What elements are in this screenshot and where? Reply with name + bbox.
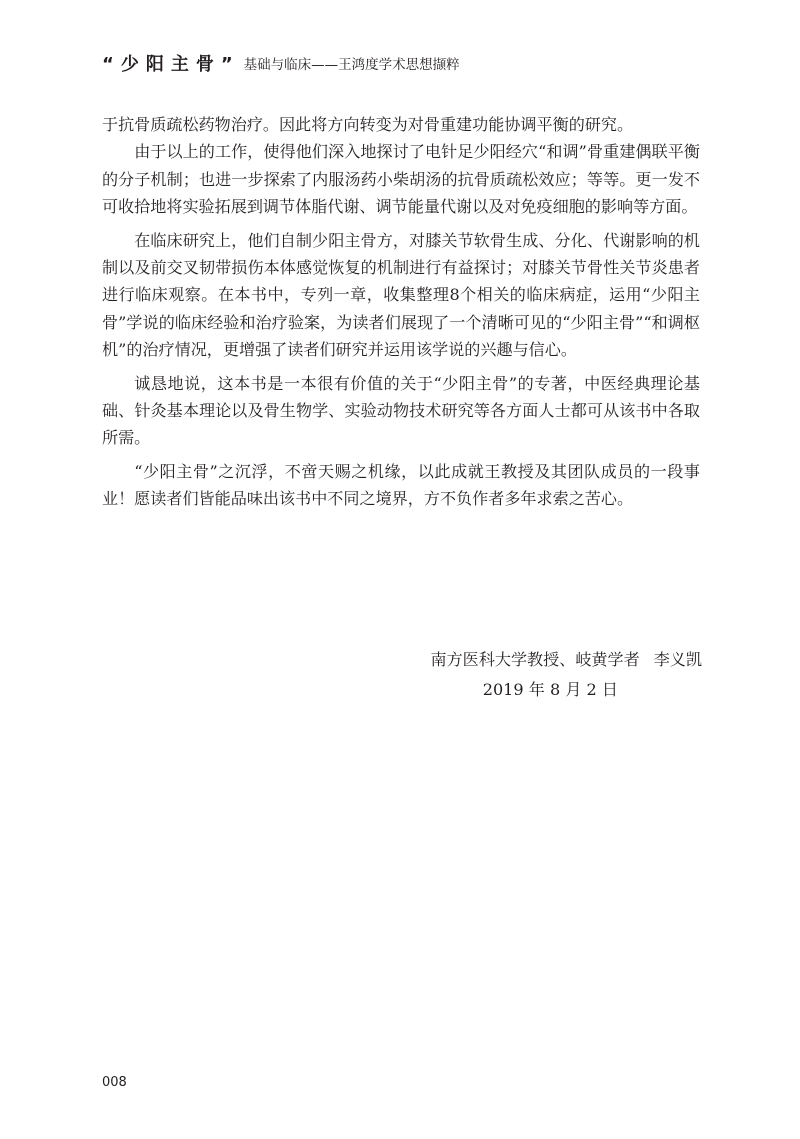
paragraph-continued: 于抗骨质疏松药物治疗。因此将方向转变为对骨重建功能协调平衡的研究。	[102, 115, 634, 134]
book-subtitle: 基础与临床——王鸿度学术思想撷粹	[243, 57, 460, 73]
author-affiliation: 南方医科大学教授、岐黄学者	[430, 650, 640, 669]
author-name: 李义凯	[653, 650, 702, 669]
signature-block	[431, 645, 703, 705]
paragraph: 在临床研究上，他们自制少阳主骨方，对膝关节软骨生成、分化、代谢影响的机制以及前交叉韧带损伤本体感觉恢复的机制进行有益探讨；对膝关节骨性关节炎患者进行临床观察。在本书中，专列一章，收集整理8个相关的临床病症，运用“少阳主骨”学说的临床经验和治疗验案，为读者们展现了一个清晰可见的“少阳主骨”“和调枢机”的治疗情况，更增强了读者们研究并运用该学说的兴趣与信心。	[102, 230, 700, 360]
signature-line	[431, 645, 703, 675]
paragraph: 由于以上的工作，使得他们深入地探讨了电针足少阳经穴“和调”骨重建偶联平衡的分子机制；也进一步探索了内服汤药小柴胡汤的抗骨质疏松效应；等等。更一发不可收拾地将实验拓展到调节体脂代谢、调节能量代谢以及对免疫细胞的影响等方面。	[102, 142, 700, 217]
running-header	[102, 50, 460, 80]
main-text	[102, 111, 700, 513]
book-title: “少阳主骨”	[102, 54, 240, 75]
signature-date: 2019 年 8 月 2 日	[482, 680, 618, 699]
paragraph: “少阳主骨”之沉浮，不啻天赐之机缘，以此成就王教授及其团队成员的一段事业！愿读者们皆能品味出该书中不同之境界，方不负作者多年求索之苦心。	[102, 461, 700, 509]
paragraph: 诚恳地说，这本书是一本很有价值的关于“少阳主骨”的专著，中医经典理论基础、针灸基本理论以及骨生物学、实验动物技术研究等各方面人士都可从该书中各取所需。	[102, 373, 700, 448]
page-number: 008	[102, 1075, 127, 1090]
